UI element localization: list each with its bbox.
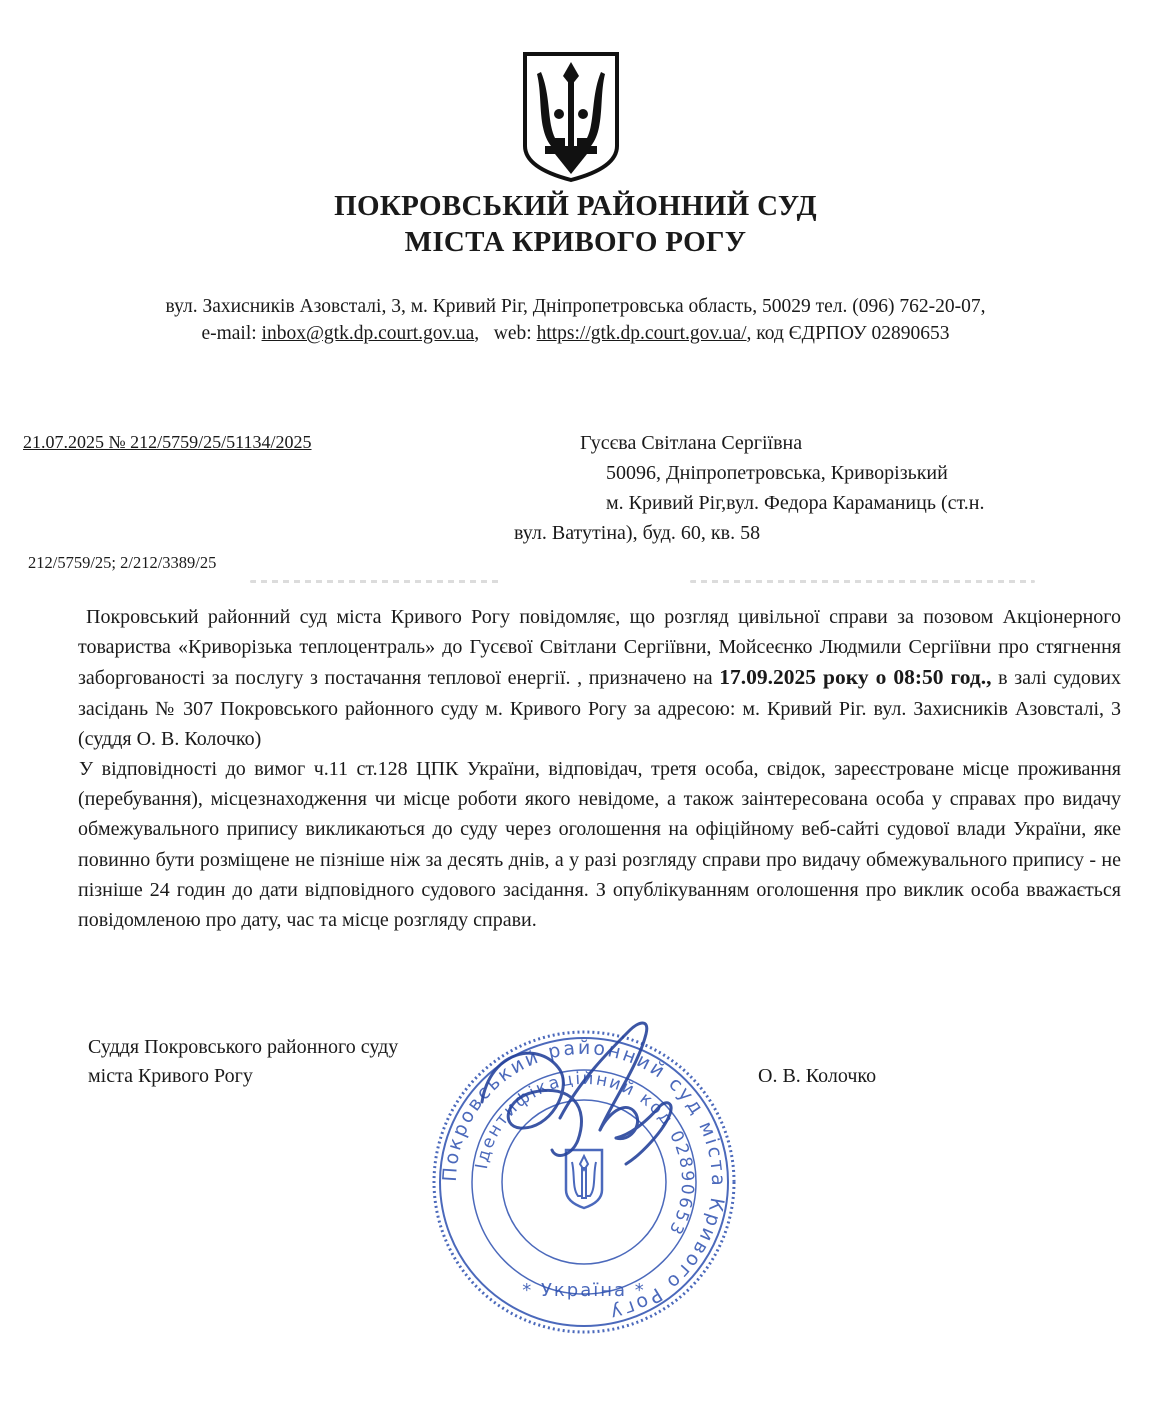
court-name-line1: ПОКРОВСЬКИЙ РАЙОННИЙ СУД <box>334 190 817 222</box>
coat-of-arms-trident-icon <box>521 50 621 184</box>
judge-position-line1: Суддя Покровського районного суду <box>88 1036 399 1058</box>
outgoing-date-number: 21.07.2025 № 212/5759/25/51134/2025 <box>23 432 312 452</box>
case-numbers: 212/5759/25; 2/212/3389/25 <box>28 553 217 572</box>
svg-text:* Україна *: * Україна * <box>522 1280 646 1301</box>
notice-body <box>78 602 1121 935</box>
web-label: web: <box>493 323 532 344</box>
court-name-line2: МІСТА КРИВОГО РОГУ <box>404 226 747 258</box>
judge-signature <box>460 1010 700 1180</box>
court-address: вул. Захисників Азовсталі, 3, м. Кривий Ріг, Дніпропетровська область, 50029 <box>165 296 811 317</box>
email-link[interactable]: inbox@gtk.dp.court.gov.ua <box>261 323 475 344</box>
scan-artifact <box>250 580 500 583</box>
hearing-datetime: 17.09.2025 року о 08:50 год., <box>719 665 992 690</box>
svg-text:Ідентифікаційний код 02890653: Ідентифікаційний код 02890653 <box>471 1068 698 1240</box>
recipient-address-line2: м. Кривий Ріг,вул. Федора Караманиць (ст.н. <box>606 492 985 514</box>
recipient-address-line3: вул. Ватутіна), буд. 60, кв. 58 <box>514 522 761 544</box>
judge-position-line2: міста Кривого Рогу <box>88 1065 253 1087</box>
svg-text:Покровський районний суд міста: Покровський районний суд міста Кривого Рогу <box>438 1036 730 1325</box>
email-label: e-mail: <box>201 323 257 344</box>
court-phone: тел. (096) 762-20-07, <box>815 296 986 317</box>
recipient-name: Гусєва Світлана Сергіївна <box>580 432 803 454</box>
recipient-address-line1: 50096, Дніпропетровська, Криворізький <box>606 462 948 484</box>
notice-paragraph-law: У відповідності до вимог ч.11 ст.128 ЦПК України, відповідач, третя особа, свідок, зареєстроване місце проживання (перебування), місцезнаходження чи місце роботи якого невідоме, а також заінтересована особа у справах про видачу обмежувального припису викликаються до суду через оголошення на офіційному веб-сайті судової влади України, яке повинно бути розміщене не пізніше ніж за десять днів, а у разі розгляду справи про видачу обмежувального припису - не пізніше 24 годин до дати відповідного судового засідання. З опублікуванням оголошення про виклик особа вважається повідомленою про дату, час та місце розгляду справи. <box>78 758 1121 932</box>
edrpou-code: , код ЄДРПОУ 02890653 <box>746 323 950 344</box>
web-link[interactable]: https://gtk.dp.court.gov.ua/ <box>536 323 747 344</box>
hearing-text-end: в залі судових засідань № 307 Покровського районного суду м. Кривого Рогу за адресою: м. Кривий Ріг. вул. Захисників Азовсталі, 3 (суддя О. В. Колочко) <box>78 667 1122 750</box>
notice-paragraph-hearing <box>78 602 1121 754</box>
court-contacts-line: e-mail: inbox@gtk.dp.court.gov.ua, web: https://gtk.dp.court.gov.ua/, код ЄДРПОУ 02890653 <box>201 323 950 344</box>
judge-name: О. В. Колочко <box>758 1065 877 1087</box>
court-address-line <box>0 296 1151 318</box>
hearing-text-start: Покровський районний суд міста Кривого Рогу повідомляє, що розгляд цивільної справи за позовом Акціонерного товариства «Криворізька теплоцентраль» до Гусєвої Світлани Сергіївни, Мойсеєнко Людмили Сергіївни про стягнення заборгованості за послугу з постачання теплової енергії. , призначено на <box>78 606 1121 690</box>
scan-artifact <box>690 580 1035 583</box>
